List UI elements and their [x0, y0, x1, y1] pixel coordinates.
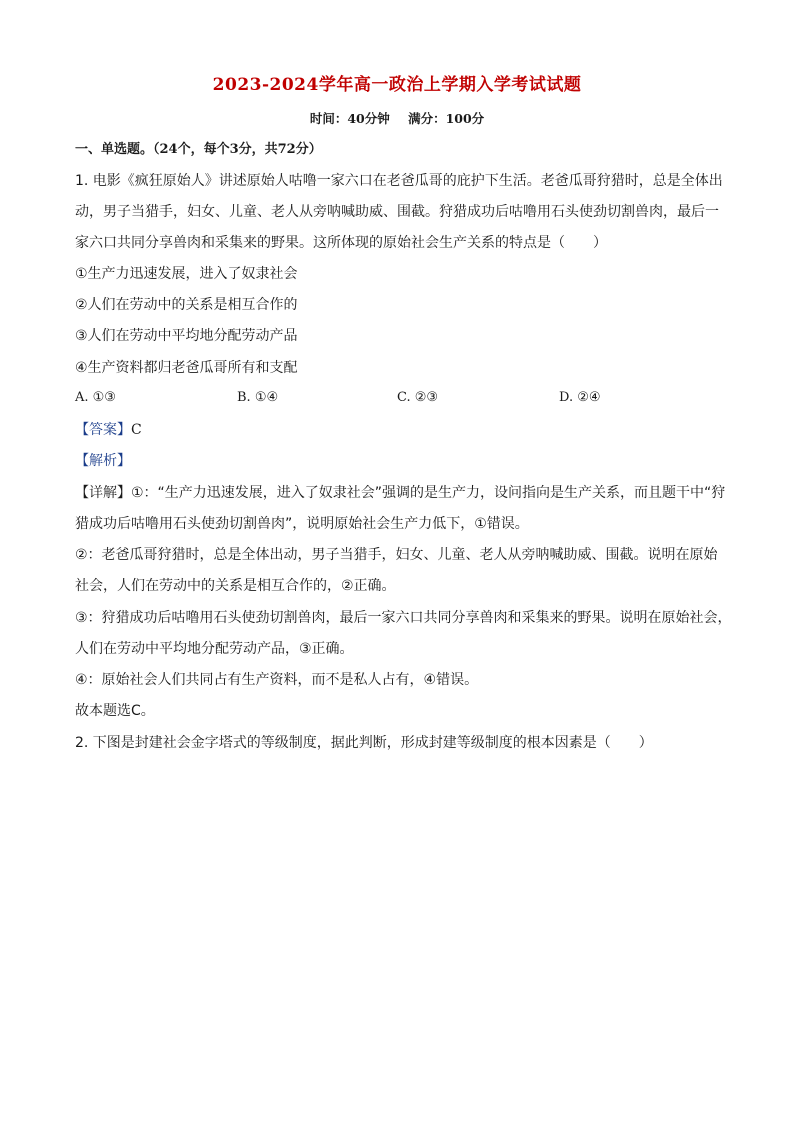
q1-stem-line: 动，男子当猎手，妇女、儿童、老人从旁呐喊助威、围截。狩猎成功后咕噜用石头使劲切割兽肉，最后一 — [75, 204, 719, 220]
exam-info — [0, 109, 794, 127]
explanation-line: ②：老爸瓜哥狩猎时，总是全体出动，男子当猎手，妇女、儿童、老人从旁呐喊助威、围截。说明在原始 — [75, 547, 718, 563]
q1-options — [75, 390, 725, 408]
q1-statement: ③人们在劳动中平均地分配劳动产品 — [75, 328, 298, 344]
analysis-tag: 【解析】 — [75, 453, 131, 469]
answer-value: C — [131, 422, 142, 438]
q1-statement: ①生产力迅速发展，进入了奴隶社会 — [75, 266, 298, 282]
explanation-line: ④：原始社会人们共同占有生产资料，而不是私人占有，④错误。 — [75, 672, 479, 688]
explanation-line: 人们在劳动中平均地分配劳动产品，③正确。 — [75, 641, 354, 657]
option-d: D. ②④ — [559, 390, 601, 405]
explanation-line: 【详解】①：“生产力迅速发展，进入了奴隶社会”强调的是生产力，设问指向是生产关系，而且题干中“狩 — [75, 485, 726, 501]
explanation-line: 猎成功后咕噜用石头使劲切割兽肉”，说明原始社会生产力低下，①错误。 — [75, 516, 529, 532]
q2-stem: 2. 下图是封建社会金字塔式的等级制度，据此判断，形成封建等级制度的根本因素是（ ） — [75, 735, 653, 751]
q1-stem-line: 1. 电影《疯狂原始人》讲述原始人咕噜一家六口在老爸瓜哥的庇护下生活。老爸瓜哥狩猎时，总是全体出 — [75, 173, 723, 189]
option-c: C. ②③ — [397, 390, 439, 405]
exam-score: 满分：100分 — [408, 111, 485, 126]
answer-line — [75, 421, 725, 439]
q1-stem-line: 家六口共同分享兽肉和采集来的野果。这所体现的原始社会生产关系的特点是（ ） — [75, 235, 607, 251]
answer-tag: 【答案】 — [75, 422, 131, 438]
exam-time: 时间：40分钟 — [309, 111, 390, 126]
q1-statement: ④生产资料都归老爸瓜哥所有和支配 — [75, 360, 298, 376]
option-a: A. ①③ — [75, 390, 116, 405]
option-b: B. ①④ — [237, 390, 279, 405]
q1-statement: ②人们在劳动中的关系是相互合作的 — [75, 297, 298, 313]
explanation-line: 社会，人们在劳动中的关系是相互合作的，②正确。 — [75, 578, 396, 594]
section-heading: 一、单选题。（24个，每个3分，共72分） — [75, 142, 322, 157]
explanation-line: ③：狩猎成功后咕噜用石头使劲切割兽肉，最后一家六口共同分享兽肉和采集来的野果。说明在原始社会， — [75, 610, 732, 626]
explanation-line: 故本题选C。 — [75, 703, 155, 719]
exam-title: 2023-2024学年高一政治上学期入学考试试题 — [212, 75, 582, 95]
